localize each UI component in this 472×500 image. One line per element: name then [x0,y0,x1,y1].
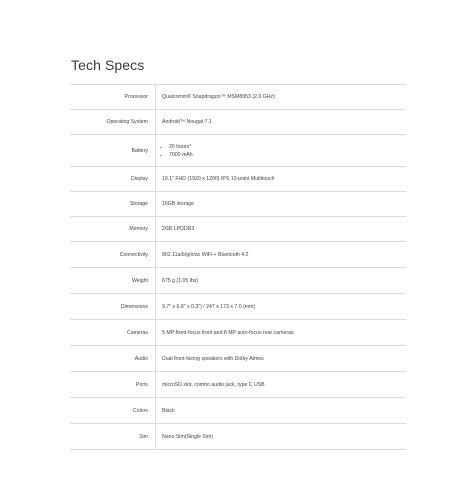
spec-label: Connectivity [70,242,156,267]
spec-value: 16GB storage [162,201,195,207]
spec-value: Dual front-facing speakers with Dolby Atmos [162,355,264,362]
spec-row-audio [70,346,406,372]
spec-value: Android™ Nougat 7.1 [162,119,212,125]
spec-label: Storage [70,192,156,216]
list-item: • 7000 mAh [169,151,193,159]
spec-row-battery [70,135,406,167]
spec-value: 5 MP fixed-focus front and 8 MP auto-focus rear cameras [162,329,294,336]
spec-label: Operating System [70,110,156,134]
specs-table [70,84,406,450]
spec-row-storage [70,192,406,217]
spec-row-display [70,167,406,192]
spec-value-list [156,135,406,166]
spec-label: Ports [70,372,156,397]
spec-label: Battery [70,135,156,166]
spec-label: Sim [70,424,156,449]
spec-label: Colors [70,398,156,423]
spec-value: Qualcomm® Snapdragon™ MSM8953 (2.0 GHz) [162,94,275,100]
spec-label: Dimensions [70,294,156,319]
spec-value: microSD slot, combo audio jack, type C USB [162,381,265,388]
spec-value: 9.7" x 6.8" x 0.3") / 247 x 173 x 7.0 (mm) [162,303,256,310]
spec-value: 2GB LPDDR3 [162,226,195,232]
spec-label: Audio [70,346,156,371]
spec-row-processor [70,85,406,110]
spec-label: Cameras [70,320,156,345]
spec-value: 802.11a/b/g/n/ac WiFi + Bluetooth 4.2 [162,251,249,258]
spec-label: Memory [70,217,156,241]
spec-row-dimensions [70,294,406,320]
spec-label: Processor [70,85,156,109]
spec-row-colors [70,398,406,424]
list-item: • 20 hours* [169,143,193,151]
spec-label: Display [70,167,156,191]
spec-row-operating-system [70,110,406,135]
spec-value: Nano Sim(Single Sim) [162,433,214,440]
spec-row-cameras [70,320,406,346]
spec-value: 675 g (1.05 lbs) [162,277,199,284]
spec-row-ports [70,372,406,398]
spec-row-sim [70,424,406,450]
battery-list [162,143,193,159]
spec-row-weight [70,268,406,294]
spec-label: Weight [70,268,156,293]
spec-row-connectivity [70,242,406,268]
spec-row-memory [70,217,406,242]
page-title: Tech Specs [71,57,145,73]
spec-value: 10.1" FHD (1920 x 1200) IPS 10-point Multitouch [162,176,275,182]
spec-value: Black [162,407,175,414]
